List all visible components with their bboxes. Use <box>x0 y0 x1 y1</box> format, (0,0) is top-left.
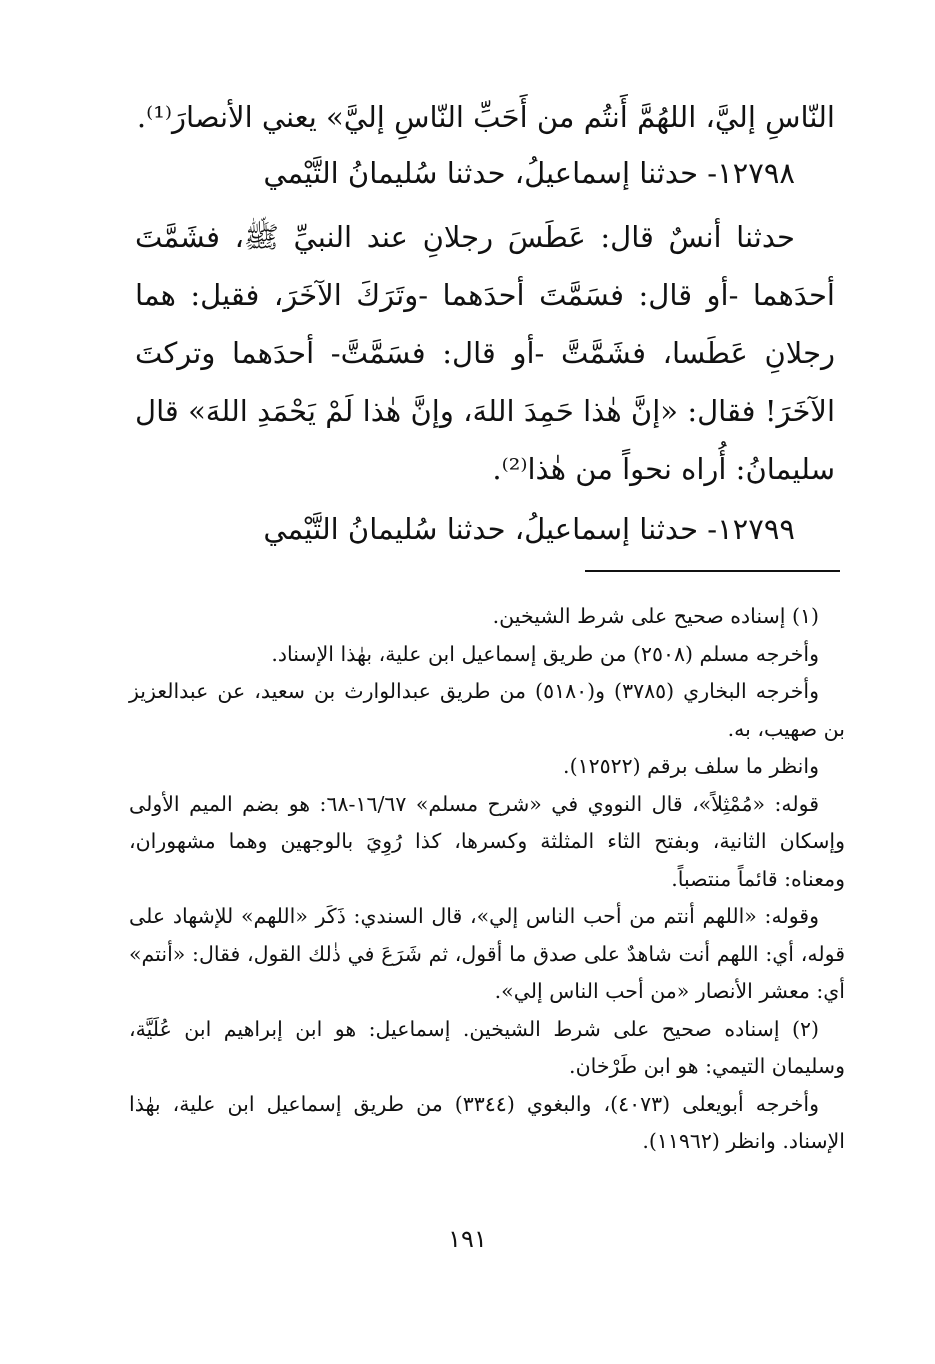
hadith-12798-isnad: ١٢٧٩٨- حدثنا إسماعيلُ، حدثنا سُليمانُ التَّيْمي <box>263 156 795 190</box>
main-line-continuation: النّاسِ إليَّ، اللهُمَّ أَنتُم من أَحَبِّ النّاسِ إليَّ» يعني الأنصارَ⁽¹⁾. <box>136 100 835 134</box>
footnote-1-see-also: وانظر ما سلف برقم (١٢٥٢٢). <box>563 754 819 778</box>
main-text <box>135 88 835 558</box>
footnote-1-sindi: وقوله: «اللهم أنتم من أحب الناس إلي»، قال السندي: ذَكَر «اللهم» للإشهاد على قوله، أي: اللهم أنت شاهدٌ على صدق ما أقول، ثم شَرَعَ في ذٰلك القول، فقال: «أنتم» أي: معشر الأنصار «من أحب الناس إلي». <box>129 904 845 1003</box>
footnote-separator <box>585 570 840 572</box>
footnotes <box>129 598 845 1161</box>
footnote-1-grading: (١) إسناده صحيح على شرط الشيخين. <box>492 604 819 628</box>
footnote-1-nawawi: قوله: «مُمْثِلاً»، قال النووي في «شرح مسلم» ١٦/٦٧-٦٨: هو بضم الميم الأولى وإسكان الثانية، وبفتح الثاء المثلثة وكسرها، كذا رُوِيَ بالوجهين وهما مشهوران، ومعناه: قائماً منتصباً. <box>129 791 845 891</box>
page-number: ١٩١ <box>448 1225 487 1253</box>
hadith-12798-matn: حدثنا أنسٌ قال: عَطَسَ رجلانِ عند النبيِّ ﷺ، فشَمَّتَ أحدَهما -أو قال: فسَمَّتَ أحدَهما -وتَرَكَ الآخَرَ، فقيل: هما رجلانِ عَطَسا، فشَمَّتَّ -أو قال: فسَمَّتَّ- أحدَهما وتركتَ الآخَرَ! فقال: «إنَّ هٰذا حَمِدَ اللهَ، وإنَّ هٰذا لَمْ يَحْمَدِ اللهَ» قال سليمانُ: أُراه نحواً من هٰذا⁽²⁾. <box>135 220 835 486</box>
footnote-1-muslim: وأخرجه مسلم (٢٥٠٨) من طريق إسماعيل ابن علية، بهٰذا الإسناد. <box>271 641 819 666</box>
hadith-12799-isnad: ١٢٧٩٩- حدثنا إسماعيلُ، حدثنا سُليمانُ التَّيْمي <box>263 512 795 546</box>
footnote-1-bukhari: وأخرجه البخاري (٣٧٨٥) و(٥١٨٠) من طريق عبدالوارث بن سعيد، عن عبدالعزيز بن صهيب، به. <box>129 679 845 741</box>
footnote-2-grading: (٢) إسناده صحيح على شرط الشيخين. إسماعيل: هو ابن إبراهيم ابن عُلَيَّة، وسليمان التيمي: هو ابن طَرْخان. <box>129 1016 845 1078</box>
footnote-2-abuyala: وأخرجه أبويعلى (٤٠٧٣)، والبغوي (٣٣٤٤) من طريق إسماعيل ابن علية، بهٰذا الإسناد. وانظر (١١٩٦٢). <box>129 1091 845 1153</box>
